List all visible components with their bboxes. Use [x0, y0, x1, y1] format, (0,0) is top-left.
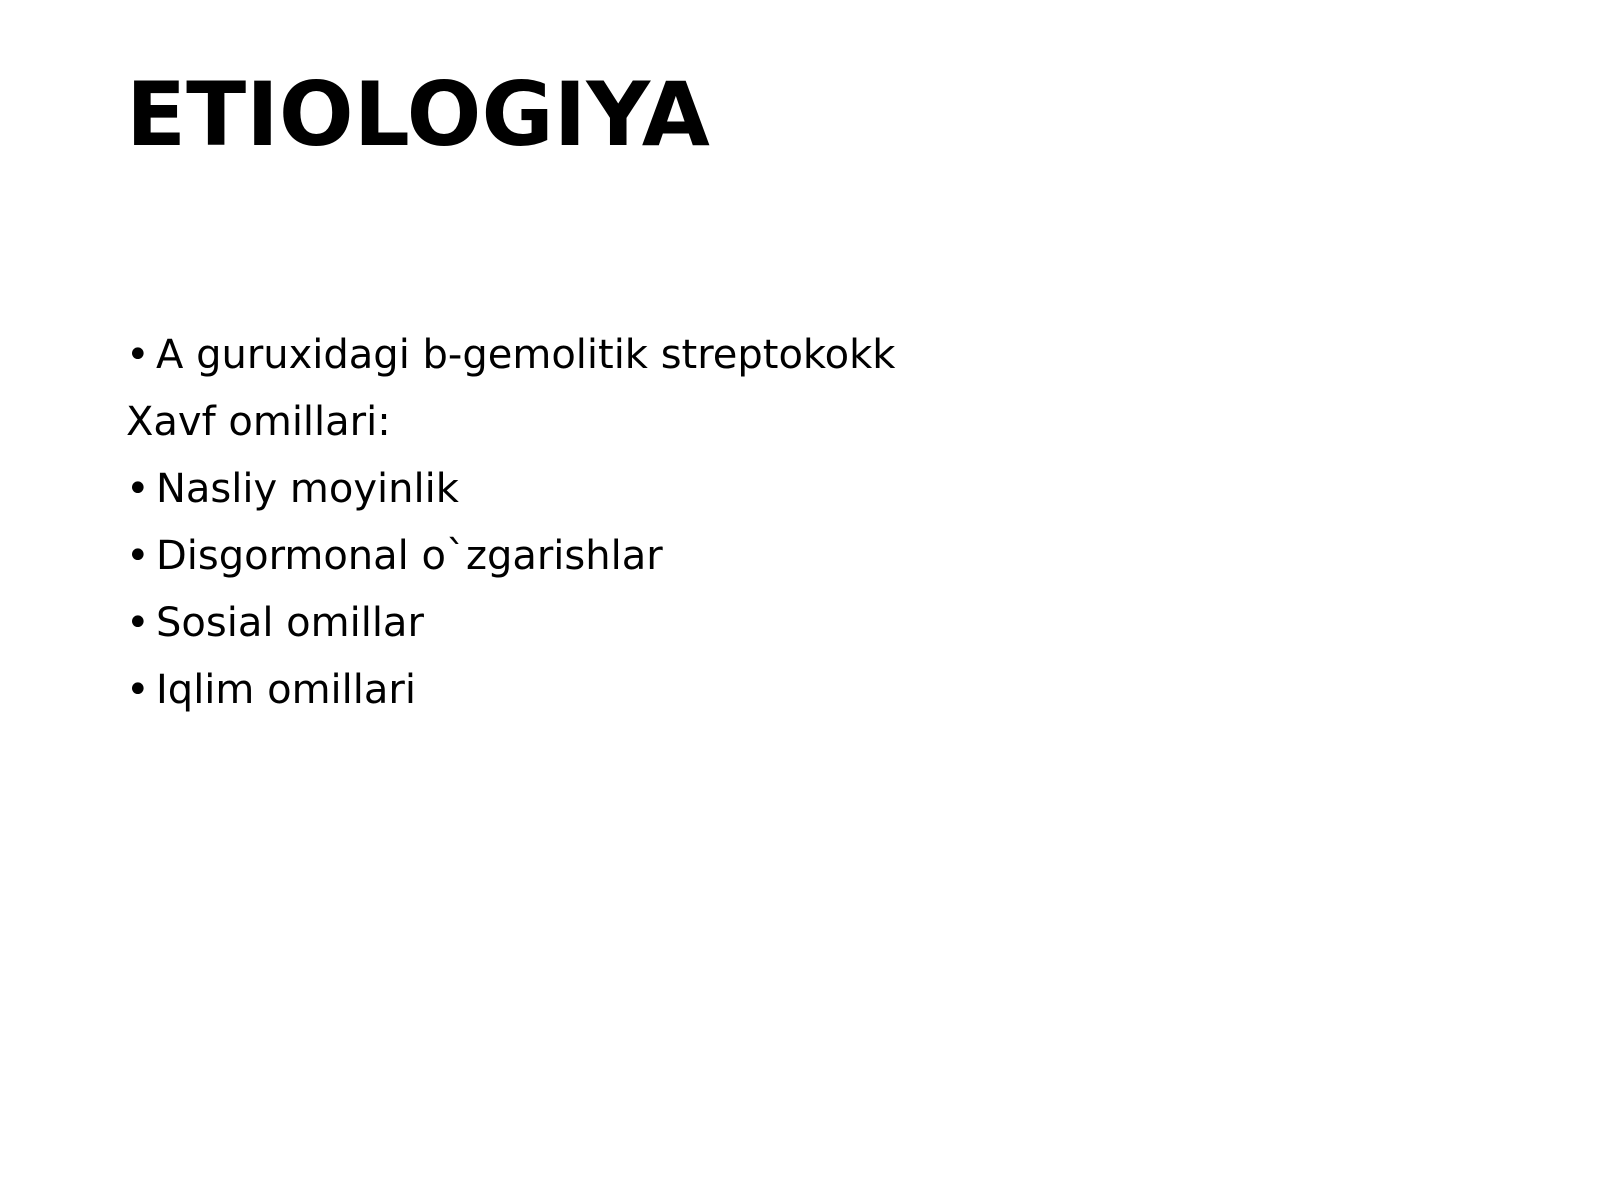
risk-factors-label: Xavf omillari:	[126, 399, 391, 445]
bullet-icon: •	[126, 466, 150, 512]
list-item	[126, 456, 1426, 523]
list-item-text: Nasliy moyinlik	[156, 466, 459, 512]
list-item	[126, 523, 1426, 590]
bullet-icon: •	[126, 600, 150, 646]
list-item-text: A guruxidagi b-gemolitik streptokokk	[156, 332, 896, 378]
bullet-icon: •	[126, 667, 150, 713]
list-item	[126, 322, 1426, 389]
list-item	[126, 657, 1426, 724]
bullet-icon: •	[126, 533, 150, 579]
slide-title: ETIOLOGIYA	[126, 63, 710, 166]
slide-content	[126, 322, 1426, 724]
list-item-text: Disgormonal o`zgarishlar	[156, 533, 663, 579]
list-item-text: Sosial omillar	[156, 600, 424, 646]
list-item-text: Iqlim omillari	[156, 667, 416, 713]
bullet-icon: •	[126, 332, 150, 378]
list-item	[126, 590, 1426, 657]
section-label	[126, 389, 1426, 456]
